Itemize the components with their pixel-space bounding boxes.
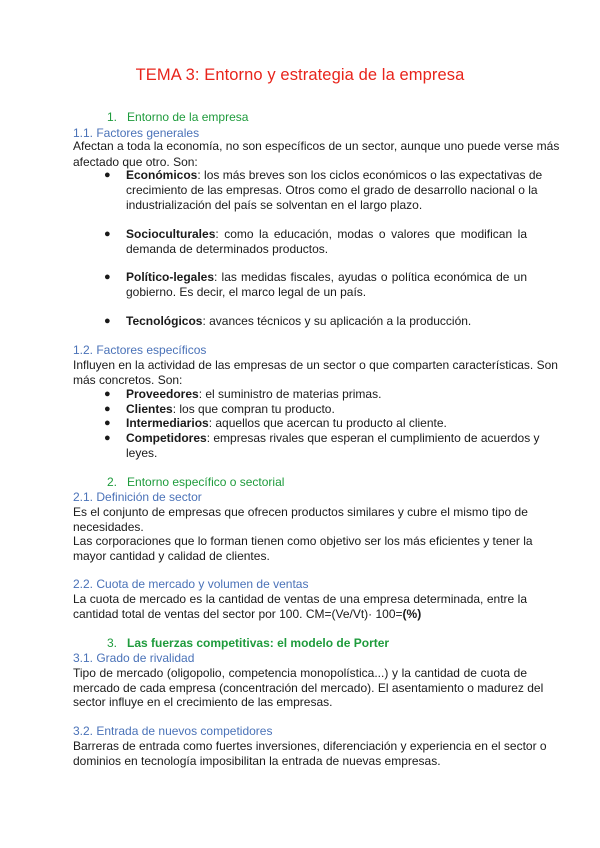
paragraph-line: La cuota de mercado es la cantidad de ventas de una empresa determinada, entre la — [73, 592, 527, 606]
bullet-icon: ● — [104, 169, 111, 181]
subsection-2-1-heading: 2.1. Definición de sector — [73, 490, 202, 504]
list-item-intermediarios: ● Intermediarios: aquellos que acercan tu producto al cliente. — [104, 416, 447, 430]
paragraph-line: dominios en tecnología imposibilitan la entrada de nuevas empresas. — [73, 754, 441, 768]
paragraph-line: Es el conjunto de empresas que ofrecen productos similares y cubre el mismo tipo de — [73, 505, 528, 519]
bullet-icon: ● — [104, 403, 111, 415]
paragraph-line: afectado que otro. Son: — [73, 155, 198, 169]
paragraph-line: necesidades. — [73, 520, 144, 534]
section-2-heading: 2. Entorno específico o sectorial — [107, 475, 285, 489]
subsection-3-2-heading: 3.2. Entrada de nuevos competidores — [73, 724, 273, 738]
section-3-heading: 3. Las fuerzas competitivas: el modelo de Porter — [107, 636, 390, 650]
subsection-1-1-heading: 1.1. Factores generales — [73, 126, 200, 140]
paragraph-line: cantidad total de ventas del sector por 100. CM=(Ve/Vt)· 100=(%) — [73, 607, 422, 621]
bullet-icon: ● — [104, 228, 111, 240]
list-item-politico-legales: ● Político-legales: las medidas fiscales, ayudas o política económica de un — [104, 270, 527, 284]
paragraph-line: Influyen en la actividad de las empresas de un sector o que comparten características. Son — [73, 358, 558, 372]
paragraph-line: Afectan a toda la economía, no son específicos de un sector, aunque uno puede verse más — [73, 139, 560, 153]
paragraph-line: mayor cantidad y calidad de clientes. — [73, 549, 270, 563]
bullet-icon: ● — [104, 388, 111, 400]
section-1-heading: 1. Entorno de la empresa — [107, 110, 249, 124]
list-item-socioculturales: ● Socioculturales: como la educación, modas o valores que modifican la — [104, 227, 527, 241]
paragraph-line: sector influye en el crecimiento de las empresas. — [73, 695, 333, 709]
page-title: TEMA 3: Entorno y estrategia de la empresa — [135, 66, 465, 84]
paragraph-line: más concretos. Son: — [73, 373, 183, 387]
list-item-line: leyes. — [126, 446, 158, 460]
list-item-competidores: ● Competidores: empresas rivales que esperan el cumplimiento de acuerdos y — [104, 431, 540, 445]
paragraph-line: Tipo de mercado (oligopolio, competencia monopolística...) y la cantidad de cuota de — [73, 666, 527, 680]
list-item-clientes: ● Clientes: los que compran tu producto. — [104, 402, 335, 416]
list-item-line: crecimiento de las empresas. Otros como el grado de desarrollo nacional o la — [126, 183, 538, 197]
subsection-1-2-heading: 1.2. Factores específicos — [73, 343, 207, 357]
list-item-proveedores: ● Proveedores: el suministro de materias primas. — [104, 387, 382, 401]
bullet-icon: ● — [104, 417, 111, 429]
subsection-2-2-heading: 2.2. Cuota de mercado y volumen de ventas — [73, 577, 309, 591]
paragraph-line: Barreras de entrada como fuertes inversiones, diferenciación y experiencia en el sector o — [73, 739, 547, 753]
list-item-economicos: ● Económicos: los más breves son los ciclos económicos o las expectativas de — [104, 168, 543, 182]
list-item-tecnologicos: ● Tecnológicos: avances técnicos y su aplicación a la producción. — [104, 314, 472, 328]
list-item-line: industrialización del país se solventan en el largo plazo. — [126, 198, 423, 212]
bullet-icon: ● — [104, 271, 111, 283]
bullet-icon: ● — [104, 432, 111, 444]
bullet-icon: ● — [104, 315, 111, 327]
paragraph-line: Las corporaciones que lo forman tienen como objetivo ser los más eficientes y tener la — [73, 534, 533, 548]
list-item-line: gobierno. Es decir, el marco legal de un país. — [126, 285, 367, 299]
paragraph-line: mercado de cada empresa (concentración del mercado). El asentamiento o madurez del — [73, 681, 544, 695]
list-item-line: demanda de determinados productos. — [126, 242, 329, 256]
subsection-3-1-heading: 3.1. Grado de rivalidad — [73, 651, 195, 665]
